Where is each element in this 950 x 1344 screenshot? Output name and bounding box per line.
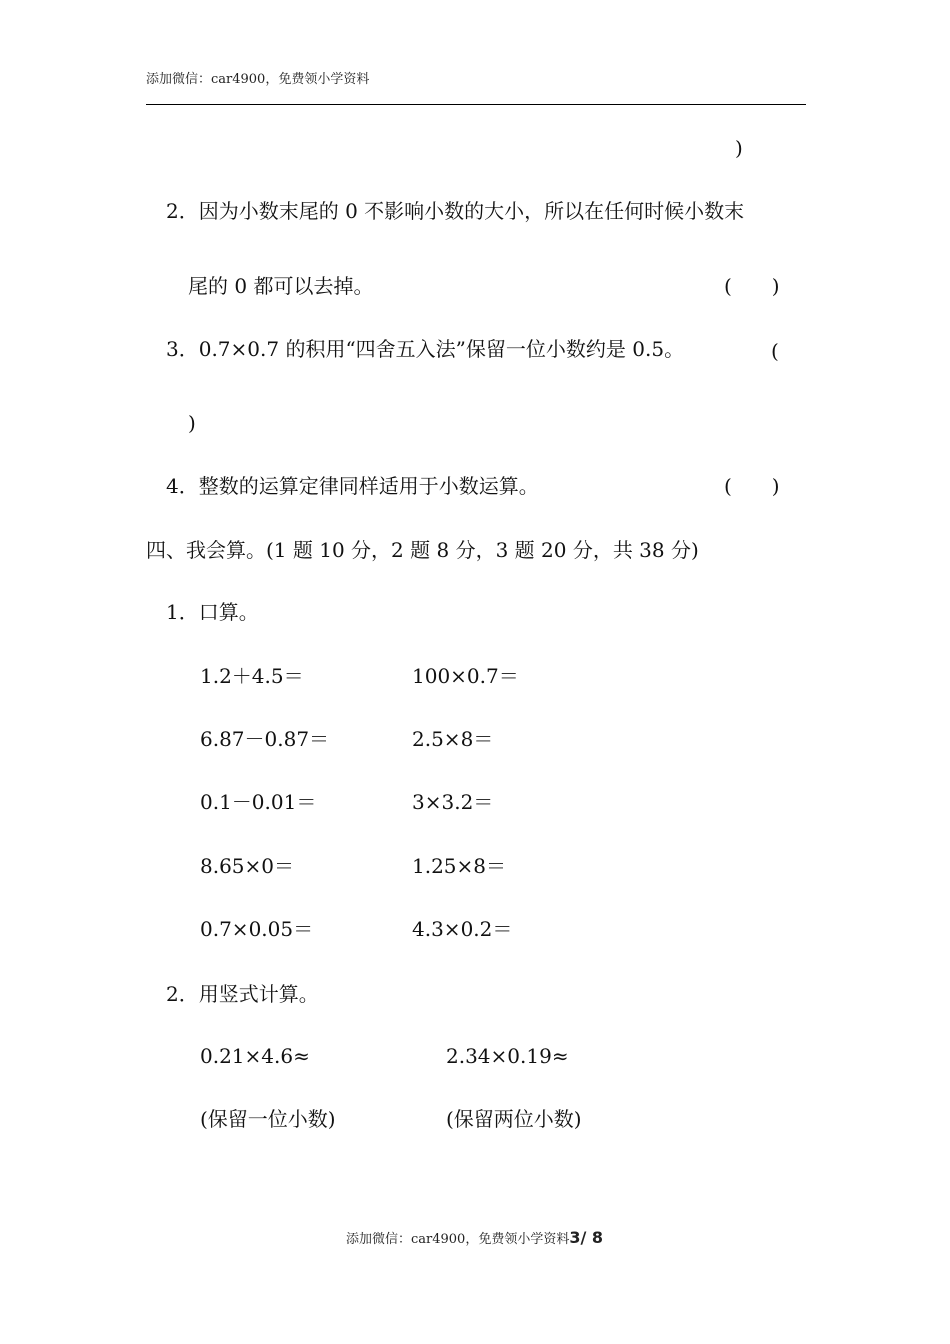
oral-calc-item: 4.3×0.2＝ bbox=[412, 917, 513, 941]
q4-answer-blank: ( ) bbox=[724, 474, 780, 498]
q3-answer-blank-close: ) bbox=[188, 411, 196, 435]
q2-answer-blank: ( ) bbox=[724, 274, 780, 298]
oral-calc-item: 0.1－0.01＝ bbox=[200, 790, 317, 814]
q3-answer-blank-open: ( bbox=[771, 339, 779, 363]
oral-calc-item: 3×3.2＝ bbox=[412, 790, 494, 814]
vertical-calc-note: (保留两位小数) bbox=[446, 1107, 582, 1131]
q4-text: 4．整数的运算定律同样适用于小数运算。 bbox=[166, 474, 539, 498]
oral-calc-item: 2.5×8＝ bbox=[412, 727, 494, 751]
section4-title: 四、我会算。(1 题 10 分，2 题 8 分，3 题 20 分，共 38 分) bbox=[146, 538, 699, 562]
oral-calc-item: 100×0.7＝ bbox=[412, 664, 519, 688]
q1-closing-paren: ) bbox=[735, 136, 743, 160]
page-header: 添加微信：car4900，免费领小学资料 bbox=[146, 72, 370, 87]
oral-calc-heading: 1．口算。 bbox=[166, 600, 259, 624]
q3-text: 3．0.7×0.7 的积用“四舍五入法”保留一位小数约是 0.5。 bbox=[166, 337, 685, 361]
oral-calc-item: 6.87－0.87＝ bbox=[200, 727, 330, 751]
vertical-calc-heading: 2．用竖式计算。 bbox=[166, 982, 319, 1006]
q2-text-line2: 尾的 0 都可以去掉。 bbox=[188, 274, 374, 298]
oral-calc-item: 1.2＋4.5＝ bbox=[200, 664, 304, 688]
vertical-calc-expr: 0.21×4.6≈ bbox=[200, 1044, 310, 1068]
vertical-calc-note: (保留一位小数) bbox=[200, 1107, 336, 1131]
oral-calc-item: 0.7×0.05＝ bbox=[200, 917, 314, 941]
footer-text: 添加微信：car4900，免费领小学资料 bbox=[346, 1232, 570, 1247]
header-divider bbox=[146, 104, 806, 105]
q2-text-line1: 2．因为小数末尾的 0 不影响小数的大小，所以在任何时候小数末 bbox=[166, 199, 745, 223]
vertical-calc-expr: 2.34×0.19≈ bbox=[446, 1044, 569, 1068]
page-number: 3/ 8 bbox=[569, 1228, 604, 1247]
page-footer bbox=[346, 1228, 603, 1247]
oral-calc-item: 1.25×8＝ bbox=[412, 854, 507, 878]
oral-calc-item: 8.65×0＝ bbox=[200, 854, 295, 878]
